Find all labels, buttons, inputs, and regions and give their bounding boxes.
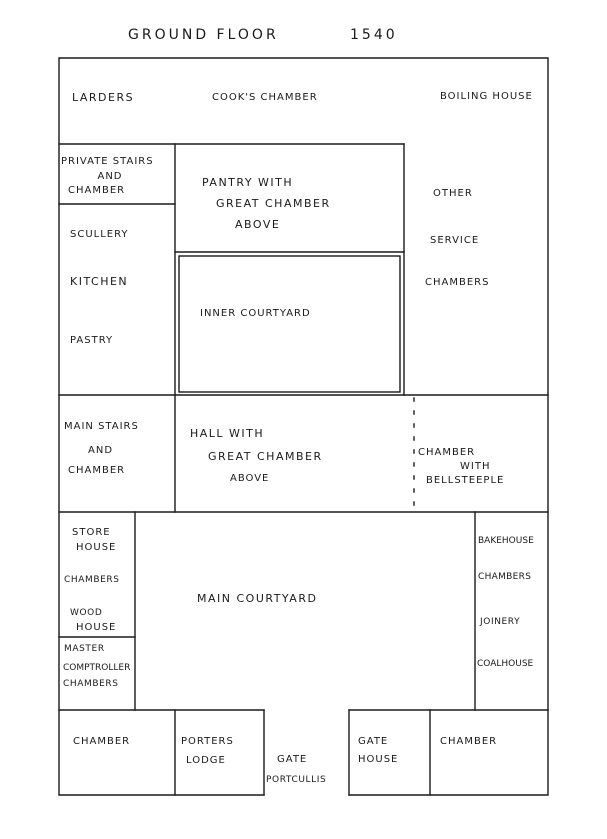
plan-title: GROUND FLOOR bbox=[128, 27, 279, 43]
room-joinery: JOINERY bbox=[480, 617, 521, 627]
room-hall-3: ABOVE bbox=[230, 473, 270, 484]
room-hall-2: GREAT CHAMBER bbox=[208, 450, 323, 463]
room-main-stairs-2: AND bbox=[88, 445, 114, 456]
room-chambers-right: CHAMBERS bbox=[478, 572, 532, 582]
room-gate-house-1: GATE bbox=[358, 736, 389, 747]
room-store-house-1: STORE bbox=[72, 527, 111, 538]
room-master-3: CHAMBERS bbox=[63, 679, 119, 689]
room-pantry-3: ABOVE bbox=[235, 218, 281, 231]
room-chambers-left: CHAMBERS bbox=[64, 575, 120, 585]
room-store-house-2: HOUSE bbox=[76, 542, 117, 553]
room-other-service-3: CHAMBERS bbox=[425, 277, 490, 288]
room-main-stairs-1: MAIN STAIRS bbox=[64, 421, 139, 432]
room-main-courtyard: MAIN COURTYARD bbox=[197, 592, 318, 605]
room-larders: LARDERS bbox=[72, 91, 135, 104]
room-private-stairs-1: PRIVATE STAIRS bbox=[61, 156, 154, 167]
room-gate-house-2: HOUSE bbox=[358, 754, 399, 765]
room-other-service-1: OTHER bbox=[433, 188, 473, 199]
room-boiling-house: BOILING HOUSE bbox=[440, 91, 533, 102]
room-wood-house-2: HOUSE bbox=[76, 622, 117, 633]
room-private-stairs-3: CHAMBER bbox=[68, 185, 126, 196]
room-coalhouse: COALHOUSE bbox=[477, 659, 534, 669]
room-porters-2: LODGE bbox=[186, 755, 226, 766]
room-wood-house-1: WOOD bbox=[70, 608, 103, 618]
room-master-1: MASTER bbox=[64, 644, 105, 654]
plan-year: 1540 bbox=[350, 27, 398, 43]
room-bakehouse: BAKEHOUSE bbox=[478, 536, 534, 546]
room-main-stairs-3: CHAMBER bbox=[68, 465, 126, 476]
room-kitchen: KITCHEN bbox=[70, 275, 129, 288]
room-chamber-br: CHAMBER bbox=[440, 736, 498, 747]
room-pantry-1: PANTRY WITH bbox=[202, 176, 294, 189]
room-cooks-chamber: COOK'S CHAMBER bbox=[212, 92, 318, 103]
room-bellsteeple-3: BELLSTEEPLE bbox=[426, 475, 505, 486]
room-hall-1: HALL WITH bbox=[190, 427, 265, 440]
room-master-2: COMPTROLLER bbox=[63, 663, 131, 673]
room-pantry-2: GREAT CHAMBER bbox=[216, 197, 331, 210]
room-private-stairs-2: AND bbox=[97, 171, 123, 182]
inner-courtyard-box bbox=[179, 256, 400, 392]
room-gate-1: GATE bbox=[277, 754, 308, 765]
room-inner-courtyard: INNER COURTYARD bbox=[200, 308, 311, 319]
room-pastry: PASTRY bbox=[70, 335, 114, 346]
room-bellsteeple-1: CHAMBER bbox=[418, 447, 476, 458]
room-other-service-2: SERVICE bbox=[430, 235, 480, 246]
room-bellsteeple-2: WITH bbox=[460, 461, 491, 472]
room-porters-1: PORTERS bbox=[181, 736, 234, 747]
room-scullery: SCULLERY bbox=[70, 229, 129, 240]
room-chamber-bl: CHAMBER bbox=[73, 736, 131, 747]
room-gate-2: PORTCULLIS bbox=[266, 775, 327, 785]
